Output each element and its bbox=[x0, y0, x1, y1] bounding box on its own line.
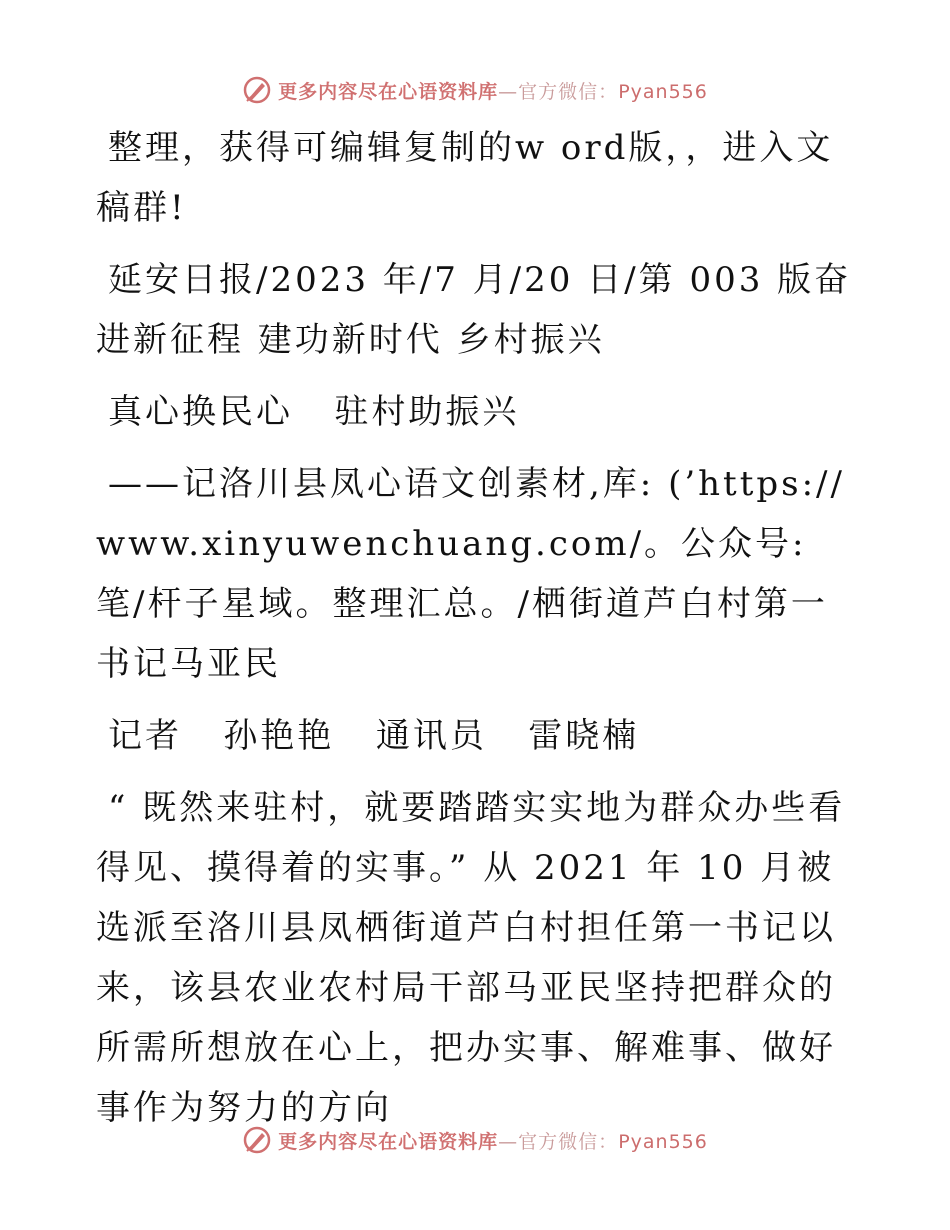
watermark-brand: 更多内容尽在心语资料库 bbox=[278, 80, 499, 103]
watermark-handle: Pyan556 bbox=[618, 1130, 708, 1153]
watermark-handle: Pyan556 bbox=[618, 80, 708, 103]
watermark-official: 官方微信： bbox=[518, 1130, 619, 1153]
paragraph-source: 延安日报/2023 年/7 月/20 日/第 003 版奋进新征程 建功新时代 乡村振兴 bbox=[96, 260, 852, 360]
pen-logo-icon bbox=[242, 1125, 272, 1155]
paragraph-body: “ 既然来驻村，就要踏踏实实地为群众办些看得见、摸得着的实事。” 从 2021 年 10 月被选派至洛川县凤栖街道芦白村担任第一书记以来，该县农业农村局干部马亚民坚持把群众的所需所想放在心上，把办实事、解难事、做好事作为努力的方向 bbox=[96, 788, 846, 1128]
watermark-footer bbox=[0, 1120, 950, 1160]
watermark-separator: — bbox=[498, 1130, 519, 1153]
paragraph-intro: 整理，获得可编辑复制的w ord版，，进入文稿群! bbox=[96, 128, 834, 228]
watermark-header bbox=[0, 70, 950, 110]
watermark-text bbox=[278, 1127, 708, 1154]
watermark-official: 官方微信： bbox=[518, 80, 619, 103]
watermark-brand: 更多内容尽在心语资料库 bbox=[278, 1130, 499, 1153]
article-subtitle: ——记洛川县凤心语文创素材,库: (’https://www.xinyuwenchuang.com/。公众号: 笔/杆子星域。整理汇总。/栖街道芦白村第一书记马亚民 bbox=[96, 464, 845, 684]
pen-logo-icon bbox=[242, 75, 272, 105]
article-title: 真心换民心 驻村助振兴 bbox=[108, 392, 520, 432]
watermark-text bbox=[278, 77, 708, 104]
document-body bbox=[96, 118, 856, 1150]
article-byline: 记者 孙艳艳 通讯员 雷晓楠 bbox=[108, 716, 640, 756]
watermark-separator: — bbox=[498, 80, 519, 103]
